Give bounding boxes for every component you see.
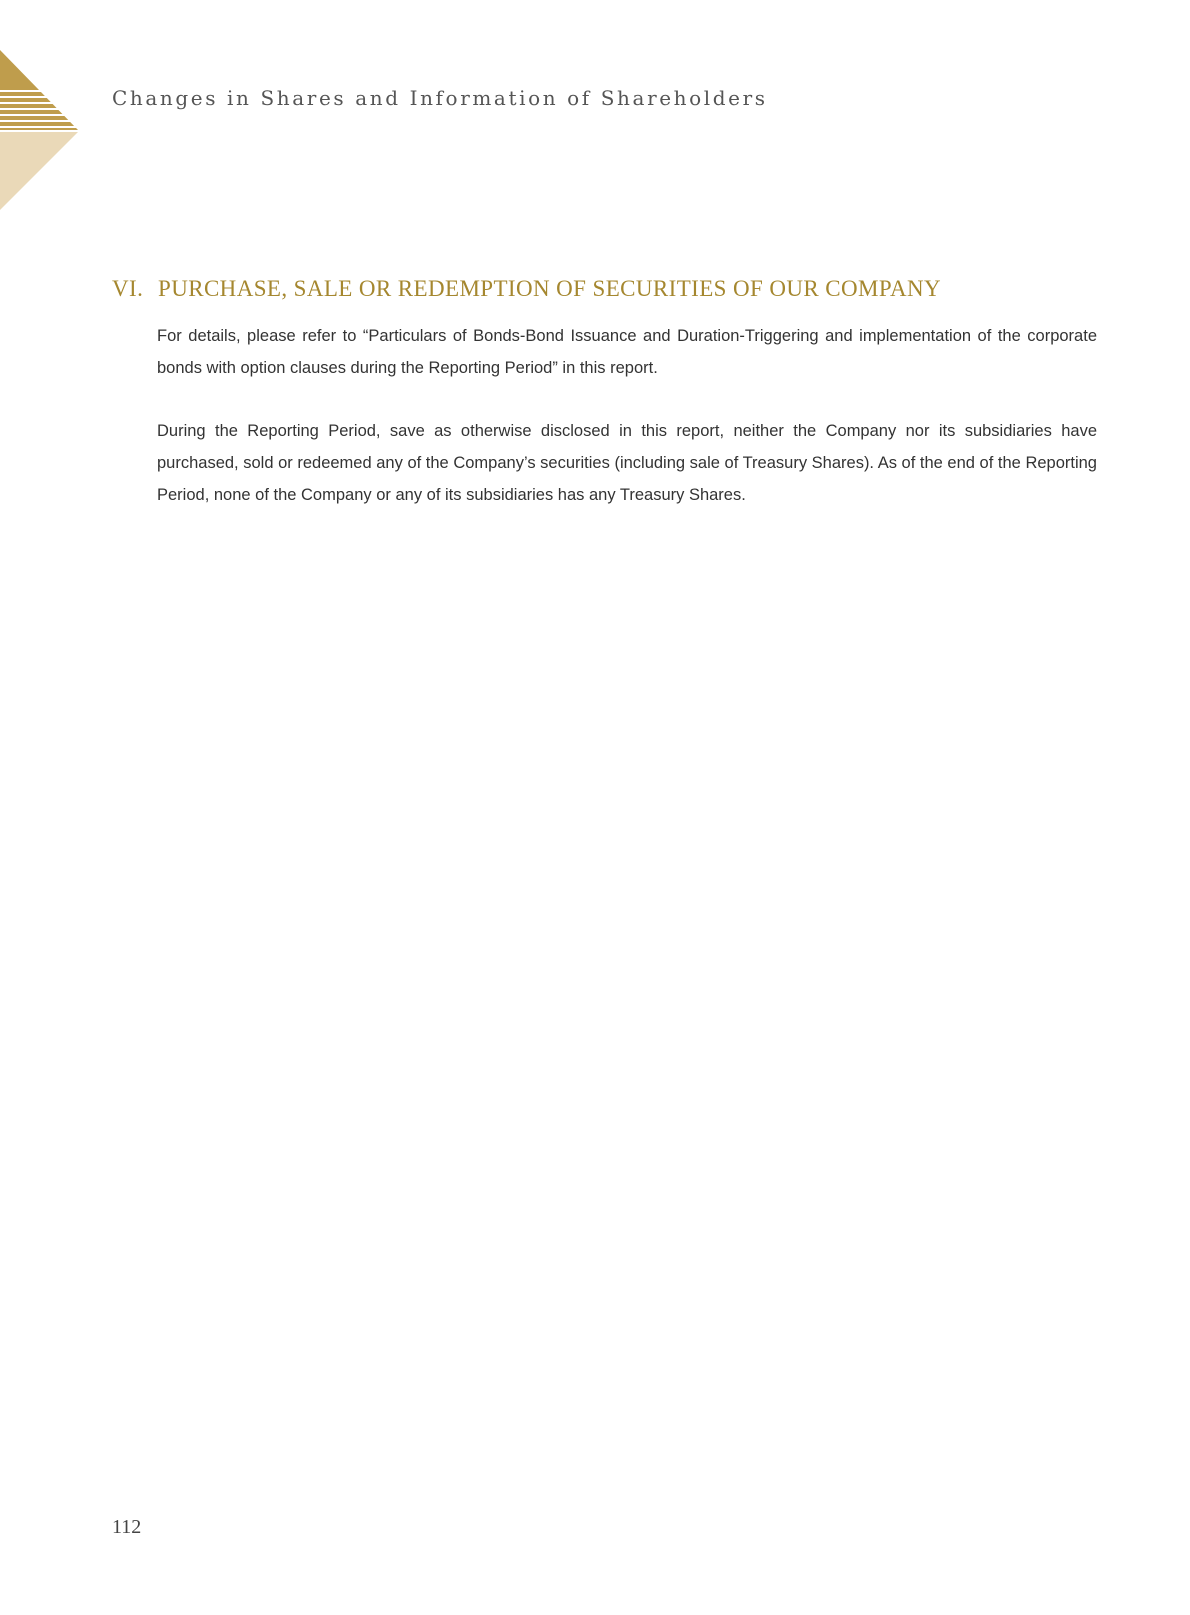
body-paragraph: During the Reporting Period, save as otherwise disclosed in this report, neither the Company nor its subsidiaries have purchased, sold or redeemed any of the Company’s securities (including sale of Treasury Shares). As of the end of the Reporting Period, none of the Company or any of its subsidiaries has any Treasury Shares. bbox=[157, 422, 1097, 504]
section-title: PURCHASE, SALE OR REDEMPTION OF SECURITIES OF OUR COMPANY bbox=[158, 276, 941, 301]
section-number: VI. bbox=[112, 276, 144, 301]
section-heading bbox=[112, 276, 941, 302]
running-header-title: Changes in Shares and Information of Shareholders bbox=[112, 86, 768, 110]
corner-triangle-decoration bbox=[0, 50, 80, 210]
page-number: 112 bbox=[112, 1516, 142, 1538]
body-paragraph: For details, please refer to “Particulars of Bonds-Bond Issuance and Duration-Triggering and implementation of the corporate bonds with option clauses during the Reporting Period” in this report. bbox=[157, 327, 1097, 377]
